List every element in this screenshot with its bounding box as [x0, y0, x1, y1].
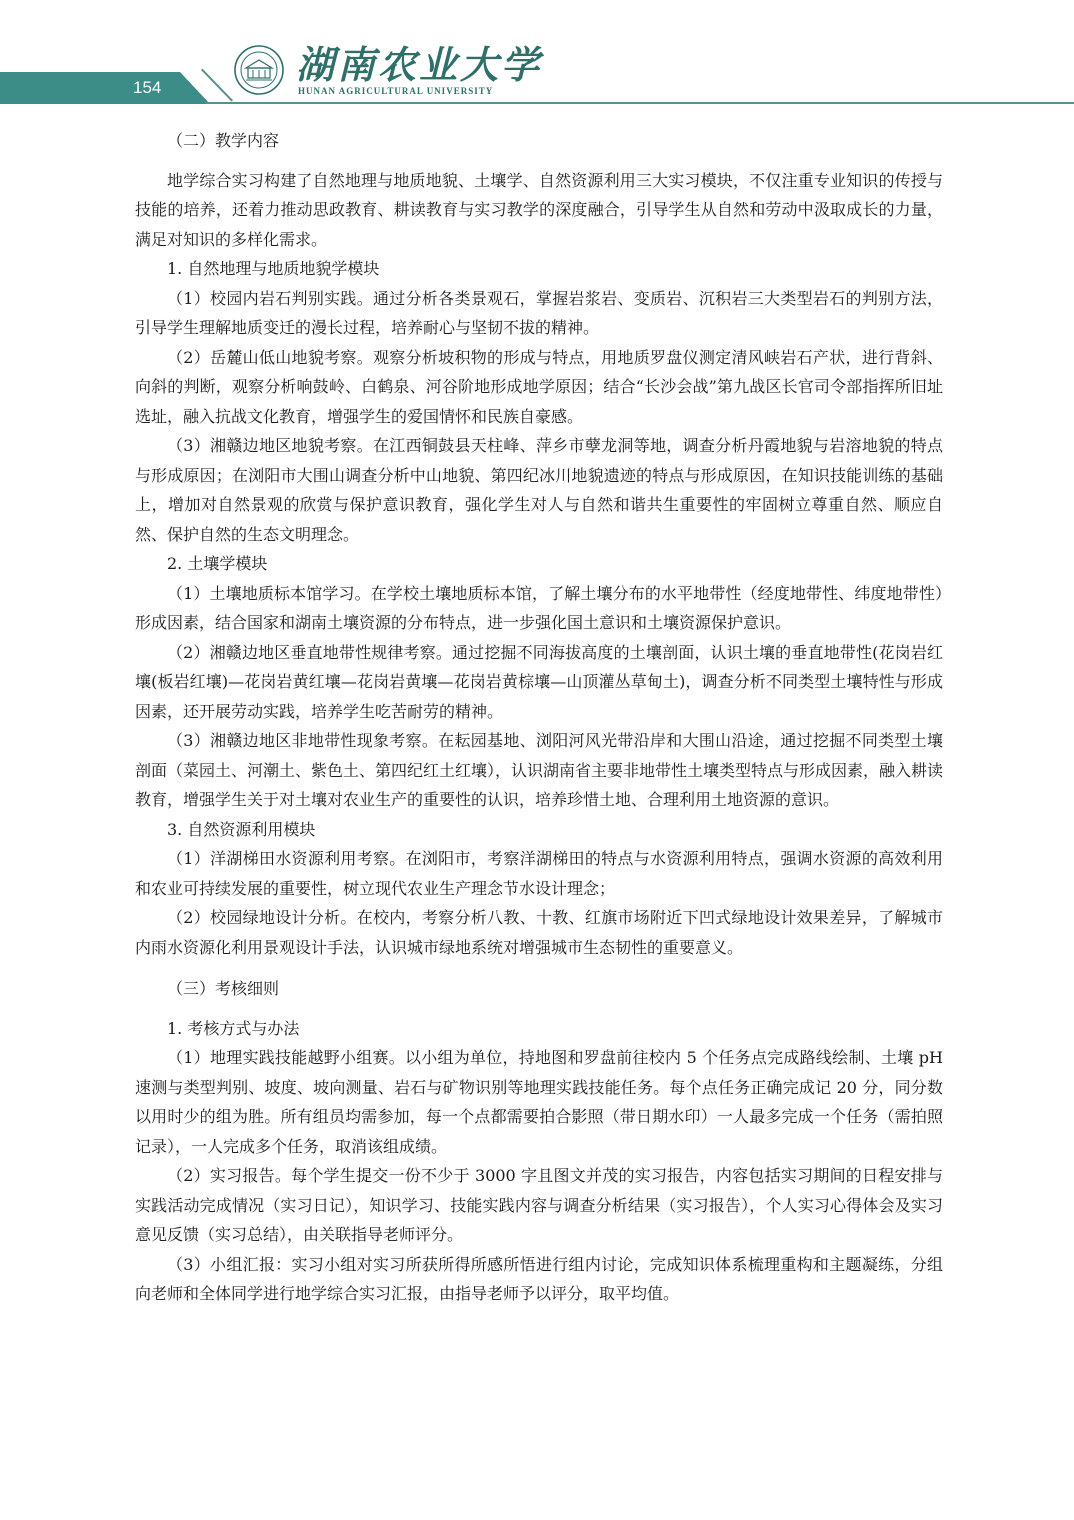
- page-number-tab: [0, 72, 210, 104]
- page-header: [0, 0, 1074, 110]
- university-name-en: HUNAN AGRICULTURAL UNIVERSITY: [298, 86, 494, 96]
- section-heading: （三）考核细则: [167, 979, 280, 998]
- paragraph: （3）湘赣边地区地貌考察。在江西铜鼓县天柱峰、萍乡市孽龙洞等地，调查分析丹霞地貌与岩溶地貌的特点与形成原因；在浏阳市大围山调查分析中山地貌、第四纪冰川地貌遗迹的特点与形成原因，在知识技能训练的基础上，增加对自然景观的欣赏与保护意识教育，强化学生对人与自然和谐共生重要性的牢固树立尊重自然、顺应自然、保护自然的生态文明理念。: [135, 436, 943, 544]
- section-heading: （二）教学内容: [167, 131, 280, 150]
- document-body: [135, 126, 943, 1309]
- paragraph: （2）实习报告。每个学生提交一份不少于 3000 字且图文并茂的实习报告，内容包括实习期间的日程安排与实践活动完成情况（实习日记），知识学习、技能实践内容与调查分析结果（实习报告），个人实习心得体会及实习意见反馈（实习总结），由关联指导老师评分。: [135, 1166, 943, 1244]
- paragraph: （1）土壤地质标本馆学习。在学校土壤地质标本馆，了解土壤分布的水平地带性（经度地带性、纬度地带性）形成因素，结合国家和湖南土壤资源的分布特点，进一步强化国土意识和土壤资源保护意识。: [135, 583, 943, 632]
- page-number: 154: [133, 78, 162, 97]
- module-heading: 3. 自然资源利用模块: [167, 819, 316, 839]
- header-rule: [205, 102, 1074, 104]
- paragraph: （2）校园绿地设计分析。在校内，考察分析八教、十教、红旗市场附近下凹式绿地设计效果差异，了解城市内雨水资源化利用景观设计手法，认识城市绿地系统对增强城市生态韧性的重要意义。: [135, 908, 943, 957]
- paragraph: （2）岳麓山低山地貌考察。观察分析坡积物的形成与特点，用地质罗盘仪测定清风峡岩石产状，进行背斜、向斜的判断，观察分析响鼓岭、白鹤泉、河谷阶地形成地学原因；结合“长沙会战”第九战区长官司令部指挥所旧址选址，融入抗战文化教育，增强学生的爱国情怀和民族自豪感。: [135, 347, 943, 426]
- paragraph: （1）校园内岩石判别实践。通过分析各类景观石，掌握岩浆岩、变质岩、沉积岩三大类型岩石的判别方法，引导学生理解地质变迁的漫长过程，培养耐心与坚韧不拔的精神。: [135, 288, 943, 337]
- paragraph: （2）湘赣边地区垂直地带性规律考察。通过挖掘不同海拔高度的土壤剖面，认识土壤的垂直地带性(花岗岩红壤(板岩红壤)—花岗岩黄红壤—花岗岩黄壤—花岗岩黄棕壤—山顶灌丛草甸土)，调查分析不同类型土壤特性与形成因素，还开展劳动实践，培养学生吃苦耐劳的精神。: [135, 642, 943, 721]
- paragraph: （3）湘赣边地区非地带性现象考察。在耘园基地、浏阳河风光带沿岸和大围山沿途，通过挖掘不同类型土壤剖面（菜园土、河潮土、紫色土、第四纪红土红壤），认识湖南省主要非地带性土壤类型特点与形成因素，融入耕读教育，增强学生关于对土壤对农业生产的重要性的认识，培养珍惜土地、合理利用土地资源的意识。: [135, 731, 944, 809]
- header-diagonal-line: [201, 69, 233, 102]
- university-name-cn: 湖南农业大学: [296, 42, 543, 87]
- module-heading: 1. 自然地理与地质地貌学模块: [167, 259, 380, 278]
- paragraph: （3）小组汇报：实习小组对实习所获所得所感所悟进行组内讨论，完成知识体系梳理重构和主题凝练，分组向老师和全体同学进行地学综合实习汇报，由指导老师予以评分，取平均值。: [135, 1254, 943, 1303]
- university-logo-icon: [233, 44, 285, 96]
- paragraph: （1）洋湖梯田水资源利用考察。在浏阳市，考察洋湖梯田的特点与水资源利用特点，强调水资源的高效利用和农业可持续发展的重要性，树立现代农业生产理念节水设计理念；: [135, 849, 943, 898]
- paragraph: （1）地理实践技能越野小组赛。以小组为单位，持地图和罗盘前往校内 5 个任务点完成路线绘制、土壤 pH 速测与类型判别、坡度、坡向测量、岩石与矿物识别等地理实践技能任务。每个点任务正确完成记 20 分，同分数以用时少的组为胜。所有组员均需参加，每一个点都需要拍合影照（带日期水印）一人最多完成一个任务（需拍照记录），一人完成多个任务，取消该组成绩。: [135, 1048, 943, 1156]
- module-heading: 1. 考核方式与办法: [167, 1018, 300, 1038]
- module-heading: 2. 土壤学模块: [167, 554, 268, 573]
- paragraph: 地学综合实习构建了自然地理与地质地貌、土壤学、自然资源利用三大实习模块，不仅注重专业知识的传授与技能的培养，还着力推动思政教育、耕读教育与实习教学的深度融合，引导学生从自然和劳动中汲取成长的力量，满足对知识的多样化需求。: [135, 170, 943, 249]
